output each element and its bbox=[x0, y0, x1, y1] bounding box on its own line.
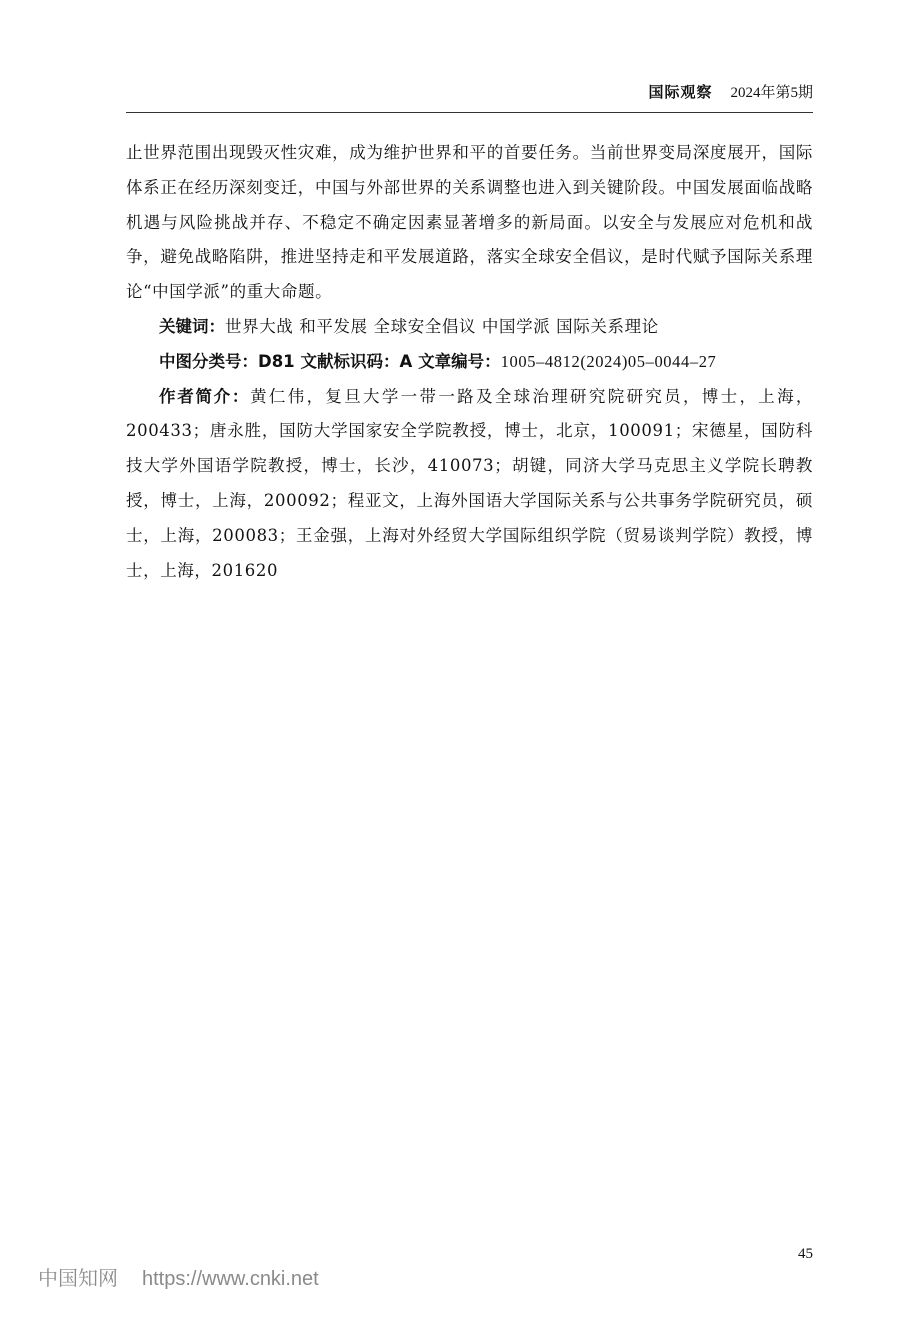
header-right bbox=[648, 80, 813, 105]
watermark-url: https://www.cnki.net bbox=[142, 1268, 319, 1290]
journal-name: 国际观察 bbox=[648, 83, 713, 101]
article-no-value: 1005–4812(2024)05–0044–27 bbox=[500, 351, 717, 371]
doc-code-value: A bbox=[399, 351, 413, 371]
header-divider bbox=[126, 112, 813, 113]
issue-info: 2024年第5期 bbox=[730, 85, 813, 101]
article-no-label: 文章编号： bbox=[418, 351, 501, 371]
abstract-text: 止世界范围出现毁灭性灾难，成为维护世界和平的首要任务。当前世界变局深度展开，国际体系正在经历深刻变迁，中国与外部世界的关系调整也进入到关键阶段。中国发展面临战略机遇与风险挑战并存、不稳定不确定因素显著增多的新局面。以安全与发展应对危机和战争，避免战略陷阱，推进坚持走和平发展道路，落实全球安全倡议，是时代赋予国际关系理论“中国学派”的重大命题。 bbox=[126, 143, 813, 302]
clc-value: D81 bbox=[258, 351, 295, 371]
running-header bbox=[126, 80, 813, 104]
authors-line bbox=[126, 380, 813, 589]
classification-line bbox=[126, 345, 813, 380]
doc-code-label: 文献标识码： bbox=[300, 351, 400, 371]
authors-label: 作者简介： bbox=[159, 386, 251, 406]
keywords-line bbox=[126, 310, 813, 345]
article-front-matter bbox=[126, 136, 813, 588]
watermark-site-name: 中国知网 bbox=[38, 1266, 118, 1290]
keywords-label: 关键词： bbox=[159, 316, 225, 336]
page-number: 45 bbox=[798, 1246, 813, 1262]
authors-value: 黄仁伟，复旦大学一带一路及全球治理研究院研究员，博士，上海，200433；唐永胜，国防大学国家安全学院教授，博士，北京，100091；宋德星，国防科技大学外国语学院教授，博士，长沙，410073；胡键，同济大学马克思主义学院长聘教授，博士，上海，200092；程亚文，上海外国语大学国际关系与公共事务学院研究员，硕士，上海，200083；王金强，上海对外经贸大学国际组织学院（贸易谈判学院）教授，博士，上海，201620 bbox=[126, 386, 814, 580]
keywords-value: 世界大战 和平发展 全球安全倡议 中国学派 国际关系理论 bbox=[225, 316, 659, 336]
cnki-watermark bbox=[38, 1264, 319, 1293]
clc-label: 中图分类号： bbox=[159, 351, 258, 371]
